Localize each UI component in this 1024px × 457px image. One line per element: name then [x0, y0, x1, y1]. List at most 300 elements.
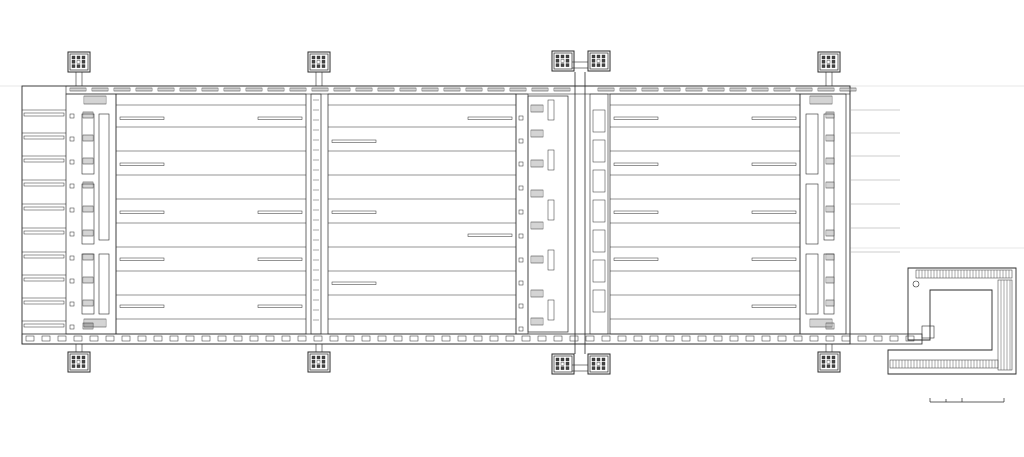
service-node-hatch: [826, 300, 834, 306]
corner-tower-top-cell: [82, 60, 85, 63]
corner-tower-top: [588, 51, 610, 71]
stair-hatch: [531, 256, 543, 263]
bay-1-bar: [258, 258, 302, 261]
bottom-edge-cell: [106, 336, 114, 341]
top-edge-hatch: [686, 88, 702, 91]
service-node: [70, 279, 74, 283]
bottom-edge-cell: [266, 336, 274, 341]
bottom-edge-cell: [298, 336, 306, 341]
service-core: [82, 254, 94, 314]
top-edge-hatch: [334, 88, 350, 91]
scale-bar: [930, 398, 1004, 402]
service-node: [519, 210, 523, 214]
bay-1-bar: [120, 211, 164, 214]
corner-tower-bottom-cell: [832, 356, 835, 359]
service-node: [519, 327, 523, 331]
corner-tower-top-cell: [556, 64, 559, 67]
bottom-edge-cell: [346, 336, 354, 341]
service-node-hatch: [826, 182, 834, 188]
top-edge-hatch: [532, 88, 548, 91]
bottom-edge-cell: [522, 336, 530, 341]
service-node-hatch: [83, 112, 93, 118]
corner-tower-bottom-outer: [552, 354, 574, 374]
top-edge-hatch: [664, 88, 680, 91]
service-node: [70, 325, 74, 329]
service-hatch-frame: [810, 96, 832, 104]
corner-tower-bottom-cell: [82, 360, 85, 363]
corridor-cell: [593, 290, 605, 312]
service-hatch-frame: [84, 96, 106, 104]
corner-tower-top-cell: [832, 56, 835, 59]
corner-tower-top-cell: [592, 55, 595, 58]
corridor-cell: [593, 170, 605, 192]
bottom-edge-cell: [602, 336, 610, 341]
top-edge-hatch: [136, 88, 152, 91]
service-node-hatch-frame: [83, 206, 93, 212]
corner-tower-bottom-cell: [822, 365, 825, 368]
bottom-edge-cell: [234, 336, 242, 341]
corridor-cell: [593, 230, 605, 252]
stair-hatch: [531, 160, 543, 167]
corner-tower-top-cell: [77, 65, 80, 68]
tower-stem: [316, 344, 322, 352]
top-edge-hatch: [554, 88, 570, 91]
stair-hatch: [531, 290, 543, 297]
corner-tower-bottom-cell: [602, 362, 605, 365]
corner-tower-bottom-cell: [322, 360, 325, 363]
corner-tower-bottom-cell: [566, 367, 569, 370]
top-edge-hatch: [202, 88, 218, 91]
top-edge-hatch: [488, 88, 504, 91]
corner-tower-bottom-cell: [556, 362, 559, 365]
bottom-edge-cell: [58, 336, 66, 341]
service-core: [82, 114, 94, 174]
top-edge-hatch: [92, 88, 108, 91]
service-column: [824, 114, 834, 240]
service-node-hatch-frame: [83, 158, 93, 164]
bottom-edge-cell: [394, 336, 402, 341]
bottom-edge-cell: [858, 336, 866, 341]
service-node-hatch: [83, 254, 93, 260]
corner-tower-top-cell: [312, 56, 315, 59]
top-edge-hatch: [158, 88, 174, 91]
annex-wing: [888, 268, 1016, 374]
corner-tower-bottom-cell: [561, 367, 564, 370]
service-node-hatch-frame: [83, 300, 93, 306]
corner-tower-bottom-cell: [322, 356, 325, 359]
service-node-hatch-frame: [83, 277, 93, 283]
corner-tower-bottom-cell: [82, 356, 85, 359]
service-node: [70, 184, 74, 188]
bay-3-bar: [614, 258, 658, 261]
corner-tower-top-cell: [597, 64, 600, 67]
bay-1-bar: [120, 163, 164, 166]
service-node: [70, 137, 74, 141]
bay-3-bar: [614, 211, 658, 214]
bay-3-bar: [752, 258, 796, 261]
top-edge-hatch: [400, 88, 416, 91]
corner-tower-top-cell: [82, 65, 85, 68]
pier-left: [24, 183, 64, 186]
service-node: [519, 162, 523, 166]
service-hatch: [810, 96, 832, 104]
bottom-edge-cell: [890, 336, 898, 341]
pier-left: [24, 207, 64, 210]
service-node-hatch: [83, 206, 93, 212]
corner-tower-top-cell: [322, 56, 325, 59]
bottom-edge-cell: [810, 336, 818, 341]
pier-left: [24, 301, 64, 304]
bay-3-bar: [752, 117, 796, 120]
bottom-edge-cell: [74, 336, 82, 341]
bottom-edge-cell: [842, 336, 850, 341]
corner-tower-top-cell: [322, 60, 325, 63]
corner-tower-bottom-cell: [602, 358, 605, 361]
top-edge-hatch: [444, 88, 460, 91]
service-node-hatch: [826, 277, 834, 283]
top-edge-hatch: [246, 88, 262, 91]
stair-block: [548, 300, 554, 320]
corner-tower-top-cell: [822, 60, 825, 63]
corner-tower-bottom-outer: [818, 352, 840, 372]
bottom-edge-cell: [714, 336, 722, 341]
bay-3-frame: [610, 94, 800, 334]
top-edge-hatch: [290, 88, 306, 91]
service-node: [519, 186, 523, 190]
service-hatch: [84, 96, 106, 104]
bottom-edge-cell: [490, 336, 498, 341]
bay-3: [610, 94, 800, 334]
service-node-hatch-frame: [83, 182, 93, 188]
corner-tower-bottom-cell: [822, 360, 825, 363]
stair-hatch: [531, 318, 543, 325]
corner-tower-bottom-cell: [827, 356, 830, 359]
bottom-edge-cell: [202, 336, 210, 341]
corner-tower-bottom-cell: [556, 367, 559, 370]
corner-tower-top: [68, 52, 90, 72]
corner-tower-bottom-cell: [322, 365, 325, 368]
bay-2-bar: [332, 282, 376, 285]
bottom-edge-cell: [698, 336, 706, 341]
corner-tower-top-outer: [818, 52, 840, 72]
service-column: [824, 254, 834, 314]
bay-1-bar: [120, 258, 164, 261]
service-node-hatch: [826, 112, 834, 118]
stair-block: [548, 200, 554, 220]
top-edge-hatch: [114, 88, 130, 91]
corridor-cell: [593, 110, 605, 132]
stair-block: [548, 100, 554, 120]
bottom-edge-cell: [90, 336, 98, 341]
corner-tower-bottom-cell: [592, 358, 595, 361]
tower-stem: [76, 344, 82, 352]
top-edge-hatch: [356, 88, 372, 91]
stair-hatch: [531, 105, 543, 112]
bottom-edge-cell: [666, 336, 674, 341]
service-node: [70, 160, 74, 164]
top-edge-hatch: [510, 88, 526, 91]
top-edge-hatch: [598, 88, 614, 91]
corner-tower-bottom-cell: [822, 356, 825, 359]
bottom-edge-cell: [570, 336, 578, 341]
pier-left: [24, 278, 64, 281]
bay-1-bar: [120, 117, 164, 120]
corner-tower-bottom-outer: [68, 352, 90, 372]
annex-stair: [922, 326, 934, 338]
bay-1-bar: [258, 305, 302, 308]
corner-tower-bottom-cell: [82, 365, 85, 368]
bottom-edge-cell: [314, 336, 322, 341]
bay-3-bar: [752, 211, 796, 214]
service-node: [519, 234, 523, 238]
bay-1-bar: [120, 305, 164, 308]
bay-1: [116, 94, 306, 334]
corner-tower-bottom-cell: [312, 360, 315, 363]
service-node: [519, 258, 523, 262]
corner-tower-bottom: [552, 354, 574, 374]
service-node-hatch-frame: [83, 254, 93, 260]
corner-tower-top-cell: [556, 59, 559, 62]
corner-tower-bottom-cell: [597, 358, 600, 361]
stair-hatch: [531, 222, 543, 229]
top-edge-hatch: [180, 88, 196, 91]
service-node-hatch: [83, 300, 93, 306]
annex-hatch-top: [916, 270, 1012, 278]
service-zone-left: [66, 94, 116, 334]
bottom-edge-cell: [538, 336, 546, 341]
top-edge-hatch: [730, 88, 746, 91]
bottom-edge-cell: [586, 336, 594, 341]
top-edge-hatch: [268, 88, 284, 91]
service-node: [70, 114, 74, 118]
top-edge-hatch: [752, 88, 768, 91]
bottom-edge-cell: [554, 336, 562, 341]
pier-left: [24, 113, 64, 116]
service-node-hatch: [83, 277, 93, 283]
corner-tower-top-cell: [312, 65, 315, 68]
corner-tower-top-cell: [592, 64, 595, 67]
corner-tower-bottom-cell: [827, 365, 830, 368]
bay-2: [328, 94, 516, 334]
top-edge-hatch: [840, 88, 856, 91]
bottom-edge-cell: [442, 336, 450, 341]
bottom-edge-cell: [282, 336, 290, 341]
corner-tower-bottom-cell: [72, 365, 75, 368]
corridor-cell: [593, 140, 605, 162]
pier-left: [24, 324, 64, 327]
corner-tower-bottom-cell: [312, 356, 315, 359]
corner-tower-top-cell: [597, 55, 600, 58]
corner-tower-top-cell: [822, 56, 825, 59]
bottom-edge-cell: [426, 336, 434, 341]
pier-left: [24, 159, 64, 162]
top-edge-hatch: [378, 88, 394, 91]
corner-tower-bottom-cell: [312, 365, 315, 368]
bay-3-bar: [614, 163, 658, 166]
corner-tower-bottom-cell: [566, 358, 569, 361]
bottom-edge-cell: [746, 336, 754, 341]
corner-tower-top-cell: [827, 56, 830, 59]
corner-tower-top: [818, 52, 840, 72]
bottom-edge-cell: [26, 336, 34, 341]
top-edge-hatch: [620, 88, 636, 91]
corner-tower-top-outer: [308, 52, 330, 72]
bay-2-bar: [332, 211, 376, 214]
corner-tower-top-cell: [77, 56, 80, 59]
service-node: [70, 256, 74, 260]
corner-tower-top-cell: [566, 55, 569, 58]
bottom-edge-cell: [458, 336, 466, 341]
corner-tower-top-cell: [72, 65, 75, 68]
corner-tower-top-cell: [832, 65, 835, 68]
service-node: [70, 208, 74, 212]
corner-tower-bottom: [308, 352, 330, 372]
site-lines: [0, 86, 1024, 248]
annex-column: [913, 281, 919, 287]
top-edge-hatch: [774, 88, 790, 91]
corner-tower-top-cell: [561, 55, 564, 58]
bottom-edge-cell: [506, 336, 514, 341]
pier-left: [24, 136, 64, 139]
service-column: [99, 114, 109, 240]
corner-tower-top-cell: [566, 64, 569, 67]
corner-tower-top-cell: [602, 64, 605, 67]
service-node-hatch-frame: [83, 135, 93, 141]
bay-2-bar: [332, 140, 376, 143]
bottom-edge-cell: [618, 336, 626, 341]
plan-generated: [22, 51, 1016, 374]
bottom-edge-cell: [170, 336, 178, 341]
bottom-edge-cell: [682, 336, 690, 341]
corner-tower-top-cell: [566, 59, 569, 62]
corridor-block: [590, 94, 608, 334]
service-node: [519, 281, 523, 285]
service-node-hatch: [826, 323, 834, 329]
bottom-edge-cell: [330, 336, 338, 341]
corner-tower-top-cell: [827, 65, 830, 68]
top-edge-hatch: [224, 88, 240, 91]
corner-tower-top-cell: [556, 55, 559, 58]
bay-1-bar: [258, 211, 302, 214]
bay-1-frame: [116, 94, 306, 334]
stair-hatch: [531, 130, 543, 137]
corner-tower-top-cell: [322, 65, 325, 68]
service-node-hatch: [826, 206, 834, 212]
service-node-hatch: [826, 254, 834, 260]
stair-hatch: [531, 190, 543, 197]
service-node-hatch: [826, 135, 834, 141]
top-edge-hatch: [796, 88, 812, 91]
bottom-edge-cell: [874, 336, 882, 341]
top-edge-hatch: [312, 88, 328, 91]
bottom-edge-cell: [826, 336, 834, 341]
bottom-edge-cell: [410, 336, 418, 341]
bottom-edge-cell: [138, 336, 146, 341]
bottom-edge-cell: [362, 336, 370, 341]
corner-tower-bottom-cell: [72, 356, 75, 359]
corner-tower-bottom-cell: [832, 365, 835, 368]
corner-tower-top-cell: [312, 60, 315, 63]
corner-tower-bottom-cell: [556, 358, 559, 361]
bottom-edge-cell: [794, 336, 802, 341]
bottom-edge-cell: [42, 336, 50, 341]
corner-tower-bottom-cell: [592, 367, 595, 370]
service-node: [70, 232, 74, 236]
corner-tower-top-cell: [317, 65, 320, 68]
corner-tower-top-cell: [832, 60, 835, 63]
top-edge-hatch: [818, 88, 834, 91]
top-edge-hatch: [708, 88, 724, 91]
service-column: [99, 254, 109, 314]
corridor-cell: [593, 260, 605, 282]
corner-tower-bottom: [818, 352, 840, 372]
bottom-edge-cell: [778, 336, 786, 341]
bay-2-bar: [468, 117, 512, 120]
tower-stem: [76, 72, 82, 86]
bottom-edge-cell: [474, 336, 482, 341]
corner-tower-top-cell: [592, 59, 595, 62]
top-edge-hatch: [422, 88, 438, 91]
corner-tower-top-outer: [588, 51, 610, 71]
bay-1-bar: [258, 117, 302, 120]
service-core: [806, 184, 818, 244]
bay-3-bar: [752, 305, 796, 308]
bay-3-bar: [614, 117, 658, 120]
pier-left: [24, 255, 64, 258]
pier-left: [24, 231, 64, 234]
service-node: [70, 302, 74, 306]
service-node: [519, 304, 523, 308]
service-node-hatch: [83, 158, 93, 164]
corner-tower-bottom: [588, 354, 610, 374]
top-edge-hatch: [642, 88, 658, 91]
service-node-hatch: [83, 230, 93, 236]
service-node-hatch: [826, 230, 834, 236]
corner-tower-top-cell: [317, 56, 320, 59]
bottom-edge-cell: [186, 336, 194, 341]
bay-3-bar: [752, 163, 796, 166]
corner-tower-top-outer: [552, 51, 574, 71]
corner-tower-bottom-outer: [588, 354, 610, 374]
corner-tower-bottom-cell: [317, 365, 320, 368]
service-node-hatch: [83, 182, 93, 188]
corner-tower-top-cell: [72, 56, 75, 59]
corner-tower-bottom-cell: [72, 360, 75, 363]
service-node: [519, 139, 523, 143]
corner-tower-bottom-cell: [77, 365, 80, 368]
service-zone-right: [800, 94, 846, 334]
top-edge-hatch: [70, 88, 86, 91]
bottom-edge-cell: [650, 336, 658, 341]
tower-stem: [826, 344, 832, 352]
tower-stem: [316, 72, 322, 86]
corner-tower-top-outer: [68, 52, 90, 72]
corner-tower-bottom-cell: [561, 358, 564, 361]
corner-tower-bottom-cell: [317, 356, 320, 359]
corner-tower-top: [552, 51, 574, 71]
stair-block: [548, 150, 554, 170]
stair-block: [548, 250, 554, 270]
service-node-hatch: [826, 158, 834, 164]
service-node-hatch-frame: [83, 112, 93, 118]
bottom-edge-cell: [762, 336, 770, 341]
annex-hatch-side: [998, 280, 1012, 370]
corner-tower-bottom-cell: [602, 367, 605, 370]
corner-tower-top: [308, 52, 330, 72]
building-outline: [22, 86, 922, 344]
bottom-edge-cell: [634, 336, 642, 341]
corner-tower-bottom-cell: [566, 362, 569, 365]
